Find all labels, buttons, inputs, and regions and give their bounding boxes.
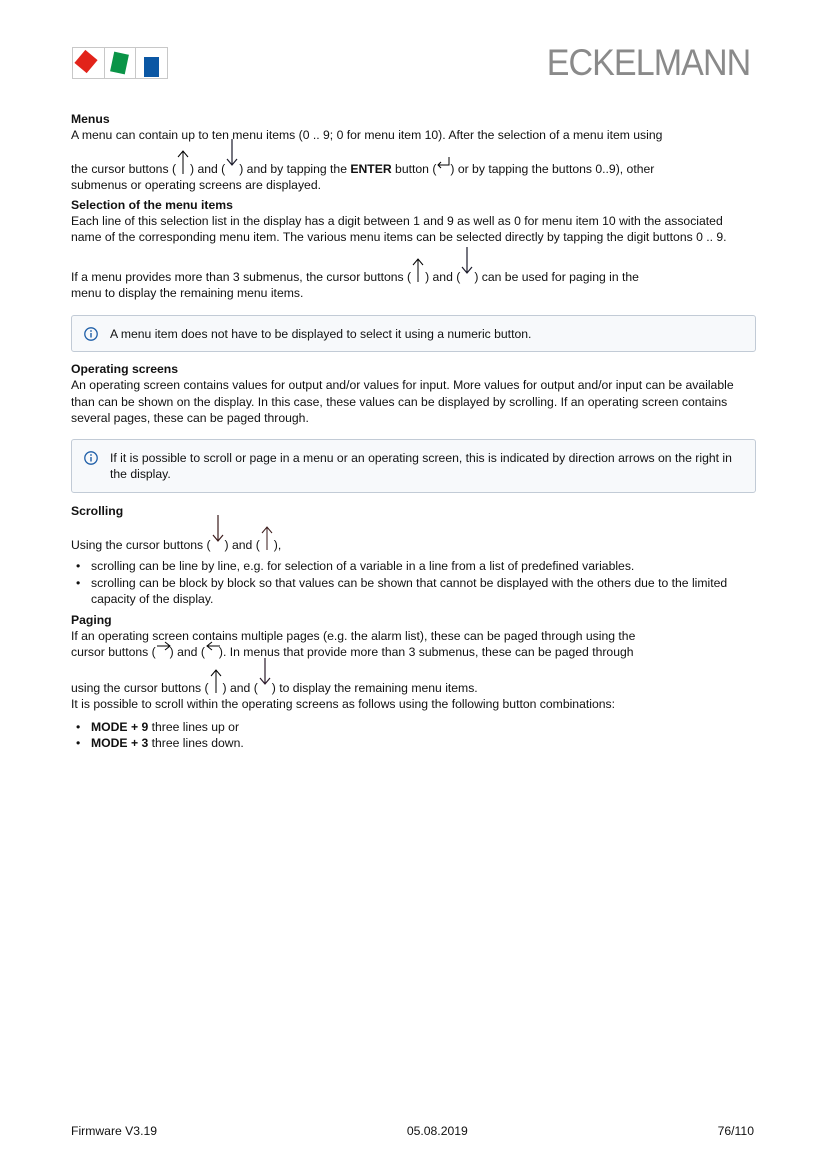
menus-paragraph-1: A menu can contain up to ten menu items (0 .. 9; 0 for menu item 10). After the selection of a menu item using <box>71 128 663 142</box>
logo-green-square <box>110 52 129 75</box>
arrow-up-icon <box>209 680 223 692</box>
footer-date: 05.08.2019 <box>406 1124 468 1138</box>
paging-paragraph-3: using the cursor buttons ( ) and ( ) to display the remaining menu items. <box>71 680 756 697</box>
arrow-down-icon <box>460 269 474 281</box>
selection-paragraph-2: If a menu provides more than 3 submenus, the cursor buttons ( ) and ( ) can be used for paging in the <box>71 269 756 286</box>
arrow-left-icon <box>205 644 219 656</box>
logo-cell-blue <box>136 48 167 78</box>
selection-paragraph-1: Each line of this selection list in the display has a digit between 1 and 9 as well as 0 for menu item 10 with the associated name of the corresponding menu item. The various menu items can be selected directly by tapping the digit buttons 0 .. 9. <box>71 213 727 244</box>
list-item: • scrolling can be block by block so that values can be shown that cannot be displayed with the others due to the limited capacity of the display. <box>71 575 756 608</box>
scrolling-paragraph-1: Using the cursor buttons ( ) and ( ), <box>71 537 756 554</box>
logo-blue-square <box>144 57 159 77</box>
list-item: • MODE + 9 three lines up or <box>71 719 756 736</box>
page-content <box>71 111 756 752</box>
section-title-operating-screens: Operating screens <box>71 362 179 376</box>
info-text: A menu item does not have to be displayed to select it using a numeric button. <box>110 326 532 341</box>
logo-red-diamond <box>74 50 97 73</box>
section-title-menus: Menus <box>71 112 110 126</box>
operating-paragraph-1: An operating screen contains values for output and/or values for input. More values for output and/or input can be available than can be shown on the display. In this case, these values can be displayed by scrolling. If an operating screen contains several pages, these can be paged through. <box>71 378 734 425</box>
info-box-menu-item <box>71 315 756 353</box>
section-title-selection: Selection of the menu items <box>71 197 233 212</box>
logo <box>72 47 168 79</box>
info-box-scroll <box>71 439 756 493</box>
section-title-scrolling: Scrolling <box>71 503 124 518</box>
arrow-up-icon <box>411 269 425 281</box>
footer-page-number: 76/110 <box>717 1124 754 1138</box>
brand-name: ECKELMANN <box>546 42 750 83</box>
paging-paragraph-1: If an operating screen contains multiple pages (e.g. the alarm list), these can be paged through using the <box>71 628 636 643</box>
info-text: If it is possible to scroll or page in a menu or an operating screen, this is indicated by direction arrows on the right in the display. <box>110 450 732 481</box>
menus-paragraph-3: submenus or operating screens are displayed. <box>71 178 321 192</box>
menus-paragraph-2: the cursor buttons ( ) and ( ) and by tapping the ENTER button ( ) or by tapping the buttons 0..9), other <box>71 161 756 178</box>
info-icon <box>84 451 98 465</box>
section-title-paging: Paging <box>71 612 112 627</box>
paging-paragraph-2: cursor buttons ( ) and ( ). In menus that provide more than 3 submenus, these can be paged through <box>71 644 756 661</box>
arrow-down-icon <box>225 161 239 173</box>
arrow-down-icon <box>211 537 225 549</box>
arrow-up-icon <box>176 161 190 173</box>
enter-icon <box>436 161 450 173</box>
logo-cell-red <box>73 48 105 78</box>
mode-combinations-list <box>71 719 756 752</box>
page-footer <box>71 1123 754 1140</box>
arrow-down-icon <box>258 680 272 692</box>
list-item: • scrolling can be line by line, e.g. for selection of a variable in a line from a list of predefined variables. <box>71 558 756 575</box>
arrow-right-icon <box>156 644 170 656</box>
logo-cell-green <box>105 48 137 78</box>
selection-paragraph-3: menu to display the remaining menu items. <box>71 286 304 300</box>
info-icon <box>84 327 98 341</box>
footer-firmware-version: Firmware V3.19 <box>71 1124 158 1138</box>
scrolling-list <box>71 558 756 608</box>
paging-paragraph-4: It is possible to scroll within the operating screens as follows using the following button combinations: <box>71 697 615 711</box>
arrow-up-icon <box>260 537 274 549</box>
list-item: • MODE + 3 three lines down. <box>71 735 756 752</box>
